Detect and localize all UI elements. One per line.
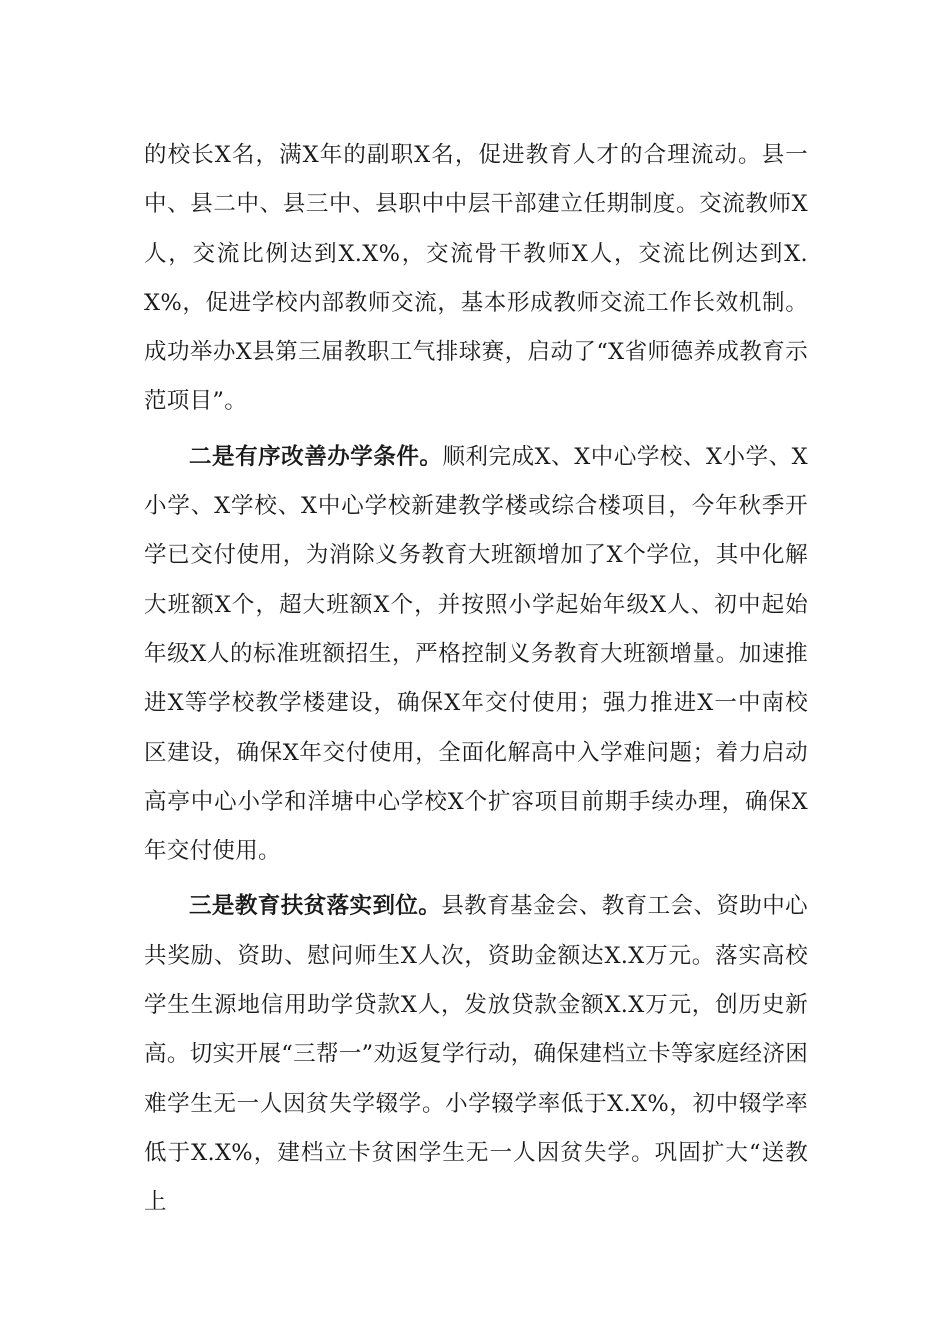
- paragraph-poverty-alleviation: [144, 882, 808, 1227]
- paragraph-text: 县教育基金会、教育工会、资助中心共奖励、资助、慰问师生X人次，资助金额达X.X万元。落实高校学生生源地信用助学贷款X人，发放贷款金额X.X万元，创历史新高。切实开展“三帮一”劝返复学行动，确保建档立卡等家庭经济困难学生无一人因贫失学辍学。小学辍学率低于X.X%，初中辍学率低于X.X%，建档立卡贫困学生无一人因贫失学。巩固扩大“送教上: [144, 893, 808, 1216]
- paragraph-text: 的校长X名，满X年的副职X名，促进教育人才的合理流动。县一中、县二中、县三中、县职中中层干部建立任期制度。交流教师X人，交流比例达到X.X%，交流骨干教师X人，交流比例达到X.X%，促进学校内部教师交流，基本形成教师交流工作长效机制。成功举办X县第三届教职工气排球赛，启动了“X省师德养成教育示范项目”。: [144, 142, 808, 415]
- paragraph-school-conditions: [144, 433, 808, 877]
- paragraph-lead-heading: 二是有序改善办学条件。: [189, 443, 443, 470]
- paragraph-text: 顺利完成X、X中心学校、X小学、X小学、X学校、X中心学校新建教学楼或综合楼项目，今年秋季开学已交付使用，为消除义务教育大班额增加了X个学位，其中化解大班额X个，超大班额X个，并按照小学起始年级X人、初中起始年级X人的标准班额招生，严格控制义务教育大班额增量。加速推进X等学校教学楼建设，确保X年交付使用；强力推进X一中南校区建设，确保X年交付使用，全面化解高中入学难问题；着力启动高亭中心小学和洋塘中心学校X个扩容项目前期手续办理，确保X年交付使用。: [144, 443, 808, 865]
- document-page: [144, 131, 808, 1228]
- paragraph-continuation: [144, 131, 808, 427]
- paragraph-lead-heading: 三是教育扶贫落实到位。: [189, 893, 442, 920]
